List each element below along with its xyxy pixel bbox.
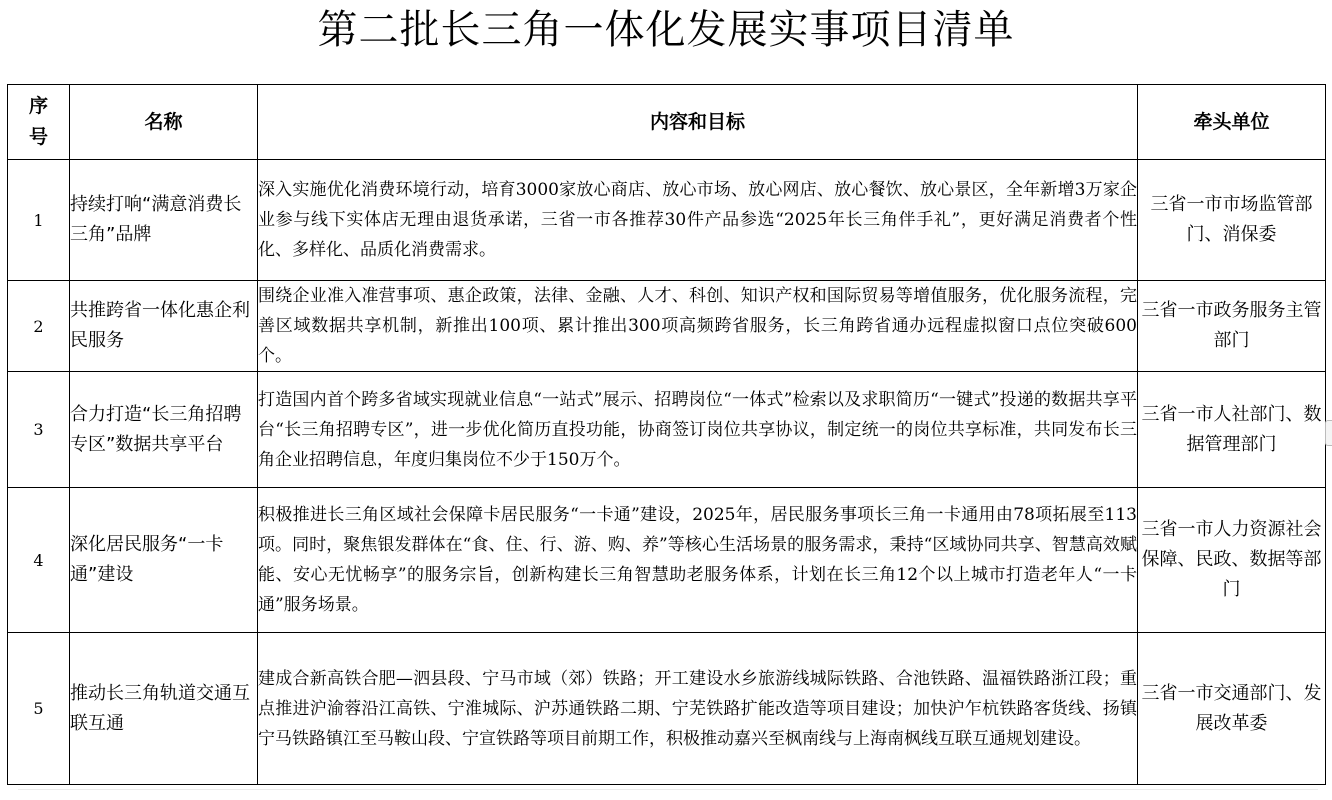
header-lead: 牵头单位: [1138, 85, 1326, 160]
table-row: [8, 372, 1326, 488]
row-name: 深化居民服务“一卡通”建设: [70, 488, 258, 633]
row-lead: 三省一市人社部门、数据管理部门: [1138, 372, 1326, 488]
table-row: [8, 633, 1326, 785]
row-content: 建成合新高铁合肥—泗县段、宁马市域（郊）铁路；开工建设水乡旅游线城际铁路、合池铁路、温福铁路浙江段；重点推进沪渝蓉沿江高铁、宁淮城际、沪苏通铁路二期、宁芜铁路扩能改造等项目建设；加快沪乍杭铁路客货线、扬镇宁马铁路镇江至马鞍山段、宁宣铁路等项目前期工作，积极推动嘉兴至枫南线与上海南枫线互联互通规划建设。: [258, 633, 1138, 785]
row-lead: 三省一市人力资源社会保障、民政、数据等部门: [1138, 488, 1326, 633]
row-lead: 三省一市交通部门、发展改革委: [1138, 633, 1326, 785]
row-seq: 2: [8, 281, 70, 372]
page-edge-divider: [18, 789, 1318, 800]
row-seq: 1: [8, 160, 70, 281]
row-content: 积极推进长三角区域社会保障卡居民服务“一卡通”建设，2025年，居民服务事项长三角一卡通用由78项拓展至113项。同时，聚焦银发群体在“食、住、行、游、购、养”等核心生活场景的服务需求，秉持“区域协同共享、智慧高效赋能、安心无忧畅享”的服务宗旨，创新构建长三角智慧助老服务体系，计划在长三角12个以上城市打造老年人“一卡通”服务场景。: [258, 488, 1138, 633]
header-content: 内容和目标: [258, 85, 1138, 160]
row-content: 打造国内首个跨多省域实现就业信息“一站式”展示、招聘岗位“一体式”检索以及求职简历“一键式”投递的数据共享平台“长三角招聘专区”，进一步优化简历直投功能，协商签订岗位共享协议，制定统一的岗位共享标准，共同发布长三角企业招聘信息，年度归集岗位不少于150万个。: [258, 372, 1138, 488]
row-name: 共推跨省一体化惠企利民服务: [70, 281, 258, 372]
row-seq: 3: [8, 372, 70, 488]
row-name: 持续打响“满意消费长三角”品牌: [70, 160, 258, 281]
row-seq: 5: [8, 633, 70, 785]
side-scroll-tab[interactable]: [1325, 420, 1332, 446]
table-row: [8, 281, 1326, 372]
row-lead: 三省一市市场监管部门、消保委: [1138, 160, 1326, 281]
table-header-row: [8, 85, 1326, 160]
row-content: 深入实施优化消费环境行动，培育3000家放心商店、放心市场、放心网店、放心餐饮、放心景区，全年新增3万家企业参与线下实体店无理由退货承诺，三省一市各推荐30件产品参选“2025年长三角伴手礼”，更好满足消费者个性化、多样化、品质化消费需求。: [258, 160, 1138, 281]
page-title: 第二批长三角一体化发展实事项目清单: [317, 7, 1015, 53]
row-name: 合力打造“长三角招聘专区”数据共享平台: [70, 372, 258, 488]
header-seq: 序号: [8, 85, 70, 160]
table-row: [8, 488, 1326, 633]
row-seq: 4: [8, 488, 70, 633]
project-table: [7, 84, 1326, 785]
row-lead: 三省一市政务服务主管部门: [1138, 281, 1326, 372]
table-row: [8, 160, 1326, 281]
row-content: 围绕企业准入准营事项、惠企政策，法律、金融、人才、科创、知识产权和国际贸易等增值服务，优化服务流程，完善区域数据共享机制，新推出100项、累计推出300项高频跨省服务，长三角跨省通办远程虚拟窗口点位突破600个。: [258, 281, 1138, 372]
row-name: 推动长三角轨道交通互联互通: [70, 633, 258, 785]
header-name: 名称: [70, 85, 258, 160]
